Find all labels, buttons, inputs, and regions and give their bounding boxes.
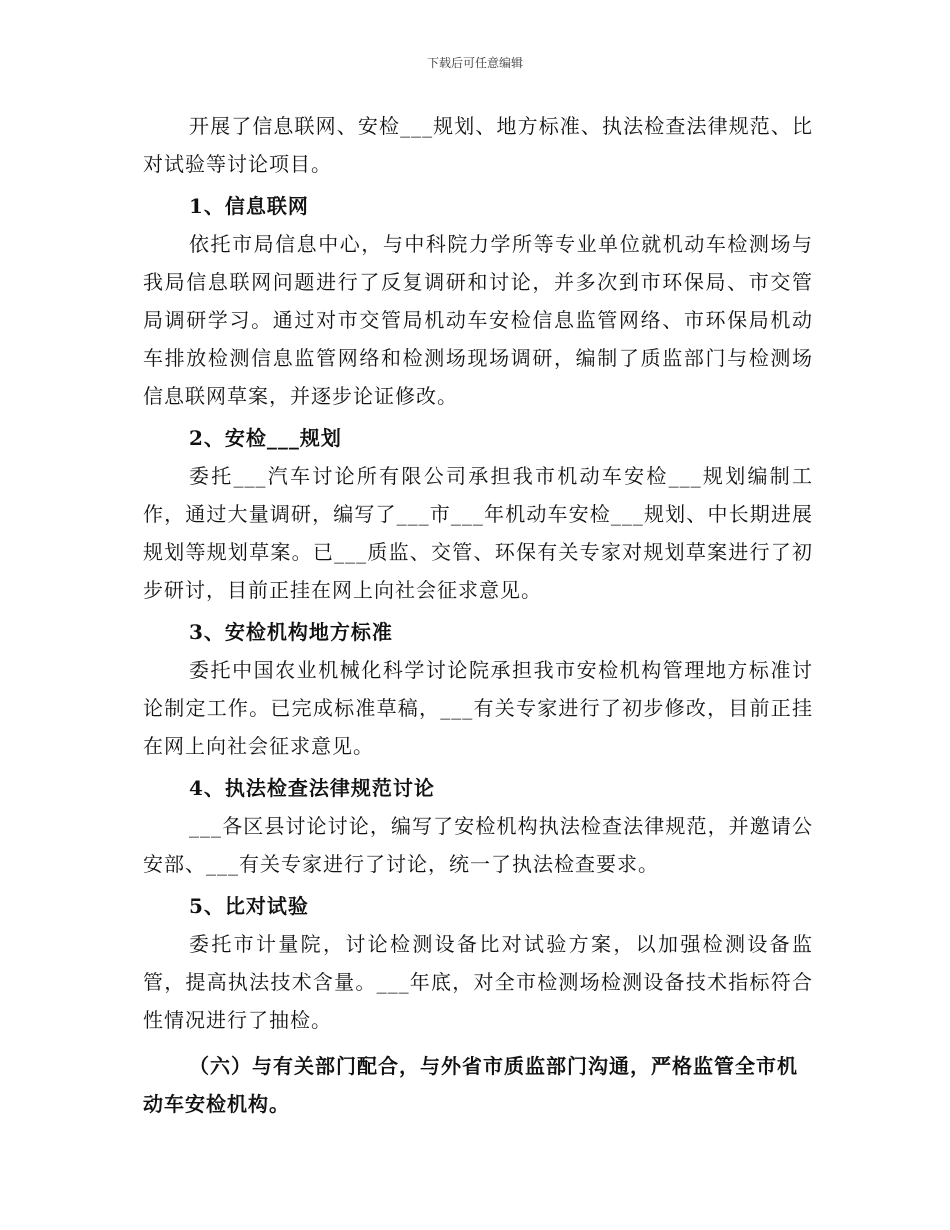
section-heading: 1、信息联网 bbox=[189, 194, 309, 218]
section-paragraph: ___各区县讨论讨论，编写了安检机构执法检查法律规范，并邀请公安部、___有关专家进行了讨论，统一了执法检查要求。 bbox=[143, 814, 813, 876]
section-heading: 3、安检机构地方标准 bbox=[189, 620, 393, 644]
section-paragraph: 委托市计量院，讨论检测设备比对试验方案，以加强检测设备监管，提高执法技术含量。___年底，对全市检测场检测设备技术指标符合性情况进行了抽检。 bbox=[143, 932, 813, 1032]
closing-heading: （六）与有关部门配合，与外省市质监部门沟通，严格监管全市机动车安检机构。 bbox=[143, 1054, 798, 1116]
section-paragraph: 依托市局信息中心，与中科院力学所等专业单位就机动车检测场与我局信息联网问题进行了反复调研和讨论，并多次到市环保局、市交管局调研学习。通过对市交管局机动车安检信息监管网络、市环保局机动车排放检测信息监管网络和检测场现场调研，编制了质监部门与检测场信息联网草案，并逐步论证修改。 bbox=[143, 232, 813, 408]
intro-paragraph: 开展了信息联网、安检___规划、地方标准、执法检查法律规范、比对试验等讨论项目。 bbox=[143, 114, 813, 176]
section-paragraph: 委托中国农业机械化科学讨论院承担我市安检机构管理地方标准讨论制定工作。已完成标准草稿，___有关专家进行了初步修改，目前正挂在网上向社会征求意见。 bbox=[143, 658, 813, 758]
document-body bbox=[143, 107, 813, 1123]
section-heading: 5、比对试验 bbox=[189, 894, 309, 918]
section-paragraph: 委托___汽车讨论所有限公司承担我市机动车安检___规划编制工作，通过大量调研，编写了___市___年机动车安检___规划、中长期进展规划等规划草案。已___质监、交管、环保有关专家对规划草案进行了初步研讨，目前正挂在网上向社会征求意见。 bbox=[143, 464, 813, 602]
section-heading: 2、安检___规划 bbox=[189, 426, 342, 450]
section-heading: 4、执法检查法律规范讨论 bbox=[189, 776, 435, 800]
page-header: 下载后可任意编辑 bbox=[426, 56, 523, 70]
